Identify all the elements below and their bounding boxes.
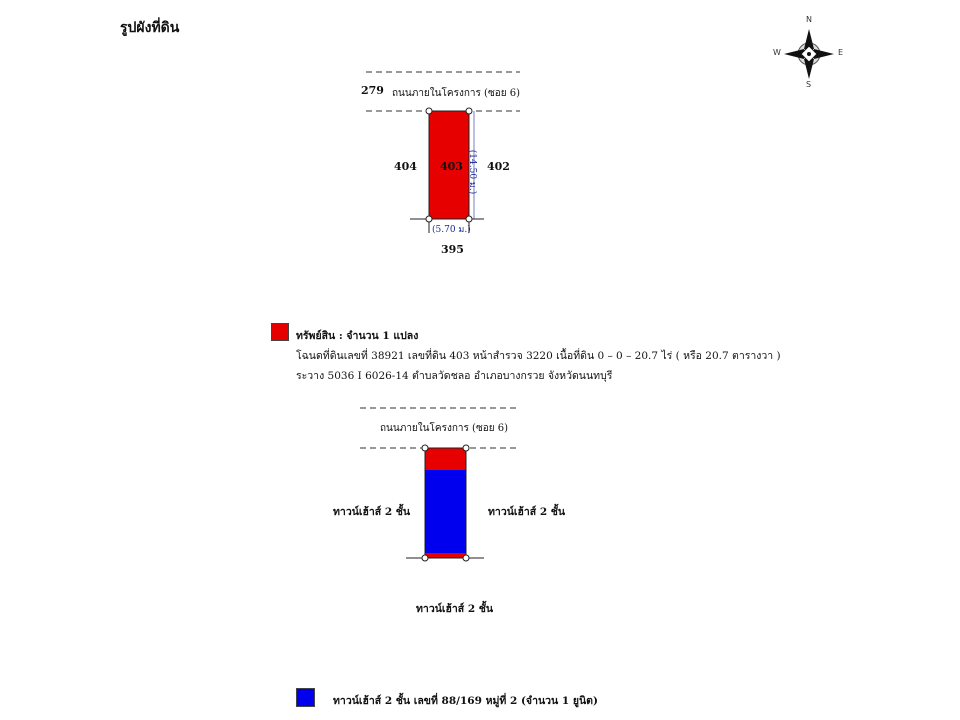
legend1-line1: โฉนดที่ดินเลขที่ 38921 เลขที่ดิน 403 หน้าสำรวจ 3220 เนื้อที่ดิน 0 – 0 – 20.7 ไร่ ( หรือ 20.7 ตารางวา )	[296, 350, 781, 362]
plan1-bottom-lot: 395	[441, 243, 464, 256]
plan1-right-lot: 402	[487, 160, 510, 173]
plan1-top-lot: 279	[361, 84, 384, 97]
plan1-left-lot: 404	[394, 160, 417, 173]
plan2-corner-marker	[422, 445, 428, 451]
plan2-building	[425, 470, 466, 553]
legend1-heading: ทรัพย์สิน : จำนวน 1 แปลง	[296, 330, 419, 342]
plan1-width-label: (5.70 ม.)	[432, 225, 471, 235]
legend2-swatch	[296, 688, 315, 707]
plan1-road-label: ถนนภายในโครงการ (ซอย 6)	[392, 88, 521, 99]
plan2-corner-marker	[463, 445, 469, 451]
compass-south-label: S	[806, 80, 812, 89]
legend2-text: ทาวน์เฮ้าส์ 2 ชั้น เลขที่ 88/169 หมู่ที่ 2 (จำนวน 1 ยูนิต)	[333, 695, 598, 707]
legend1-line2: ระวาง 5036 I 6026-14 ตำบลวัดชลอ อำเภอบางกรวย จังหวัดนนทบุรี	[296, 370, 613, 382]
page-title: รูปผังที่ดิน	[120, 20, 180, 36]
compass-west-label: W	[773, 48, 781, 57]
plan2-corner-marker	[422, 555, 428, 561]
plan1-center-lot: 403	[440, 160, 463, 173]
plan2-left-label: ทาวน์เฮ้าส์ 2 ชั้น	[333, 506, 411, 518]
plan2-corner-marker	[463, 555, 469, 561]
plan2-bottom-label: ทาวน์เฮ้าส์ 2 ชั้น	[416, 603, 494, 615]
compass-east-label: E	[838, 48, 844, 57]
compass-north-label: N	[806, 15, 812, 24]
plan2-road-label: ถนนภายในโครงการ (ซอย 6)	[380, 423, 509, 434]
plan1-depth-label: (14.50 ม.)	[467, 149, 478, 195]
plan2-right-label: ทาวน์เฮ้าส์ 2 ชั้น	[488, 506, 566, 518]
